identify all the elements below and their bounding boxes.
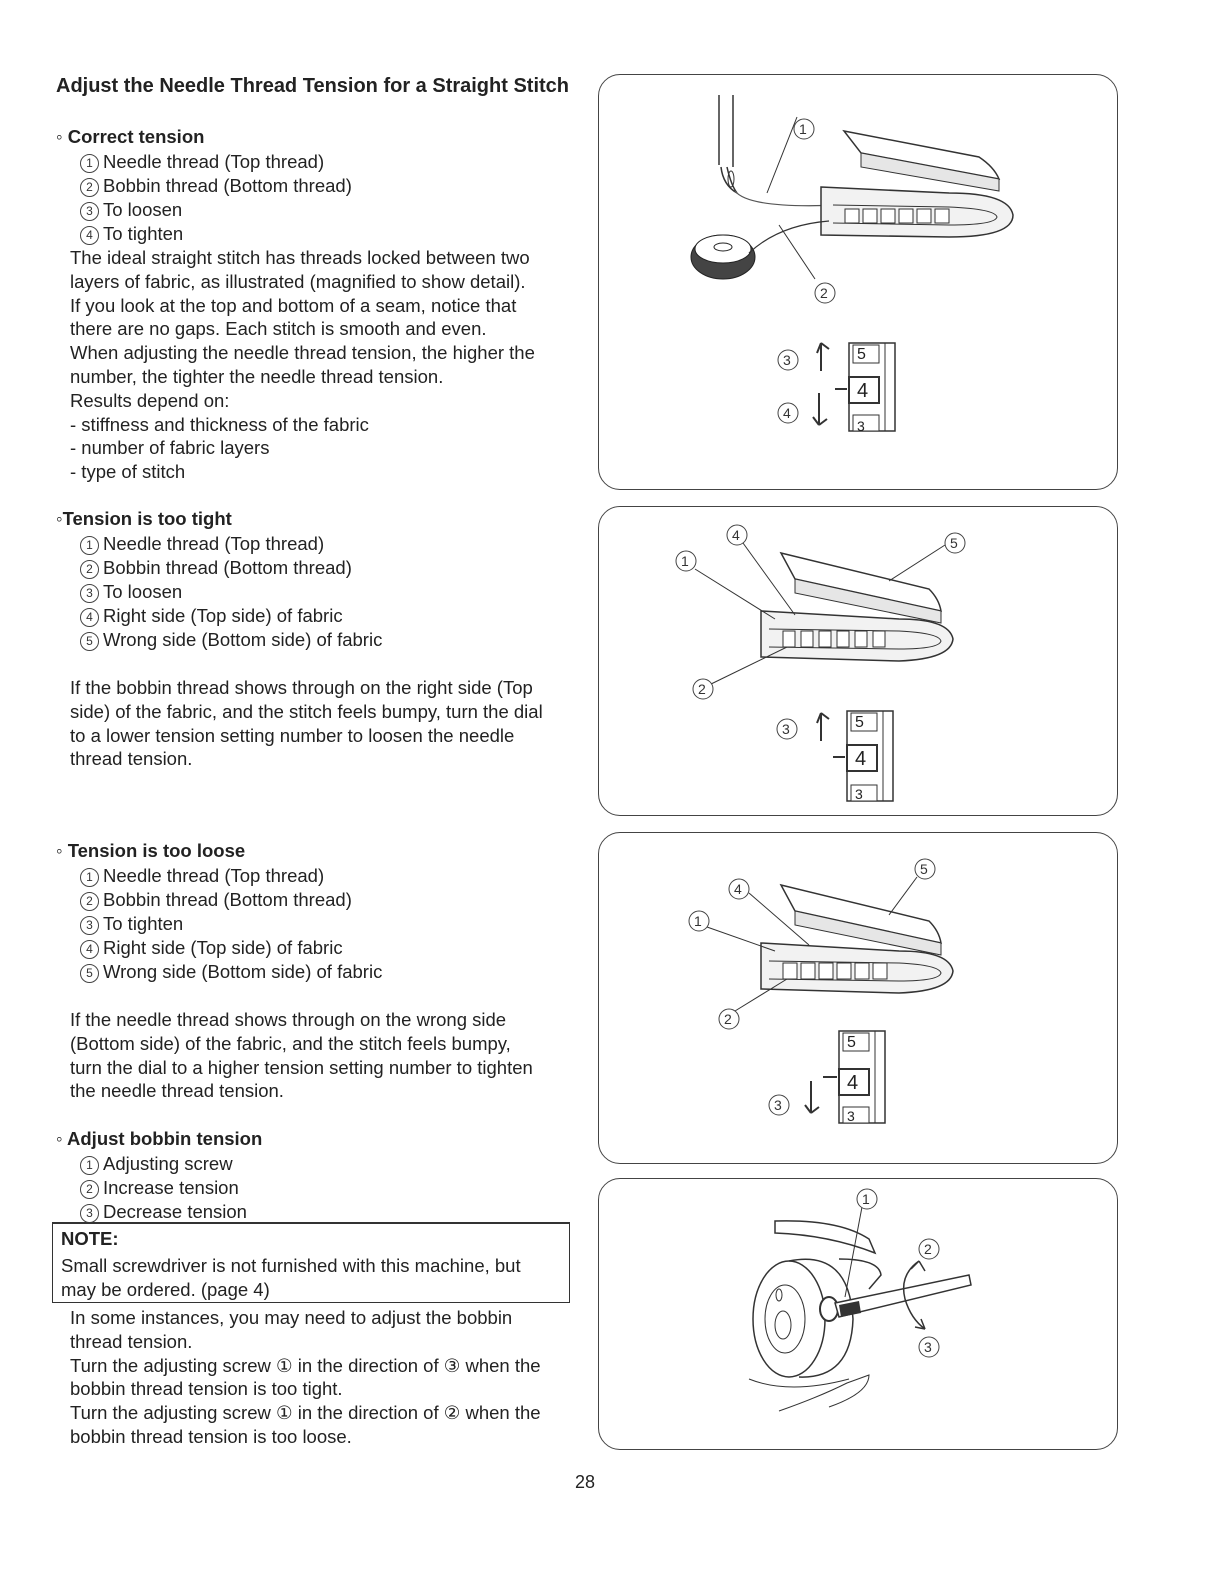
stitch-diagram-correct (599, 75, 1117, 489)
dial-number-mid: 4 (857, 380, 869, 402)
dial-number-top: 5 (847, 1034, 856, 1051)
svg-text:3: 3 (783, 352, 791, 368)
note-box (52, 1222, 570, 1303)
list-item: 4 To tighten (80, 222, 183, 246)
dial-number-top: 5 (855, 714, 864, 731)
list-item: 5 Wrong side (Bottom side) of fabric (80, 628, 382, 652)
svg-text:1: 1 (694, 913, 702, 929)
svg-text:3: 3 (774, 1097, 782, 1113)
dial-number-bot: 3 (847, 1108, 855, 1124)
paragraph-correct: The ideal straight stitch has threads locked between two layers of fabric, as illustrated (magnified to show detail). If you look at the top and bottom of a seam, notice that there are no gaps. Each stitch is smooth and even. When adjusting the needle thread tension, the higher the number, the tighter the needle thread tension. Results depend on: - stiffness and thickness of the fabric - number of fabric layers - type of stitch (70, 247, 535, 483)
list-item: 3 To tighten (80, 912, 183, 936)
svg-text:4: 4 (732, 527, 740, 543)
svg-text:3: 3 (924, 1339, 932, 1355)
dial-number-bot: 3 (857, 418, 865, 434)
list-item: 3 To loosen (80, 580, 182, 604)
stitch-diagram-loose (599, 833, 1117, 1163)
section-heading-correct: ◦ Correct tension (56, 126, 205, 147)
svg-text:2: 2 (724, 1011, 732, 1027)
svg-text:1: 1 (799, 121, 807, 137)
dial-number-top: 5 (857, 346, 866, 363)
list-item: 2 Bobbin thread (Bottom thread) (80, 174, 352, 198)
svg-text:1: 1 (681, 553, 689, 569)
dial-number-mid: 4 (855, 748, 867, 770)
svg-text:1: 1 (862, 1191, 870, 1207)
svg-text:2: 2 (924, 1241, 932, 1257)
illustration-bobbin-adjust (598, 1178, 1118, 1450)
list-item: 3 Decrease tension (80, 1200, 247, 1224)
illustration-correct-tension (598, 74, 1118, 490)
svg-text:2: 2 (698, 681, 706, 697)
list-item: 1 Needle thread (Top thread) (80, 864, 324, 888)
list-item: 1 Needle thread (Top thread) (80, 532, 324, 556)
list-item: 2 Increase tension (80, 1176, 239, 1200)
illustration-tension-too-tight (598, 506, 1118, 816)
list-item: 4 Right side (Top side) of fabric (80, 936, 343, 960)
bobbin-case-diagram (599, 1179, 1117, 1449)
paragraph-loose: If the needle thread shows through on the wrong side (Bottom side) of the fabric, and the stitch feels bumpy, turn the dial to a higher tension setting number to tighten the needle thread tension. (70, 1009, 533, 1102)
list-item: 4 Right side (Top side) of fabric (80, 604, 343, 628)
paragraph-bobbin: In some instances, you may need to adjust the bobbin thread tension. Turn the adjusting screw ① in the direction of ③ when the bobbin thread tension is too tight. Turn the adjusting screw ① in the direction of ② when the bobbin thread tension is too loose. (70, 1307, 541, 1447)
stitch-diagram-tight (599, 507, 1117, 815)
note-title: NOTE: (61, 1228, 119, 1249)
list-item: 5 Wrong side (Bottom side) of fabric (80, 960, 382, 984)
list-item: 3 To loosen (80, 198, 182, 222)
list-item: 2 Bobbin thread (Bottom thread) (80, 888, 352, 912)
section-heading-loose: ◦ Tension is too loose (56, 840, 246, 861)
svg-text:5: 5 (950, 535, 958, 551)
svg-text:4: 4 (783, 405, 791, 421)
paragraph-tight: If the bobbin thread shows through on the right side (Top side) of the fabric, and the stitch feels bumpy, turn the dial to a lower tension setting number to loosen the needle thread tension. (70, 677, 543, 770)
dial-number-mid: 4 (847, 1072, 859, 1094)
section-heading-tight: ◦Tension is too tight (56, 508, 232, 529)
svg-text:2: 2 (820, 285, 828, 301)
note-body: Small screwdriver is not furnished with this machine, but may be ordered. (page 4) (61, 1255, 521, 1300)
svg-text:4: 4 (734, 881, 742, 897)
svg-text:3: 3 (782, 721, 790, 737)
illustration-tension-too-loose (598, 832, 1118, 1164)
section-heading-bobbin: ◦ Adjust bobbin tension (56, 1128, 263, 1149)
list-item: 1 Needle thread (Top thread) (80, 150, 324, 174)
list-item: 2 Bobbin thread (Bottom thread) (80, 556, 352, 580)
dial-number-bot: 3 (855, 786, 863, 802)
svg-text:5: 5 (920, 861, 928, 877)
list-item: 1 Adjusting screw (80, 1152, 233, 1176)
page-number: 28 (575, 1472, 596, 1492)
page-title: Adjust the Needle Thread Tension for a Straight Stitch (56, 75, 570, 97)
